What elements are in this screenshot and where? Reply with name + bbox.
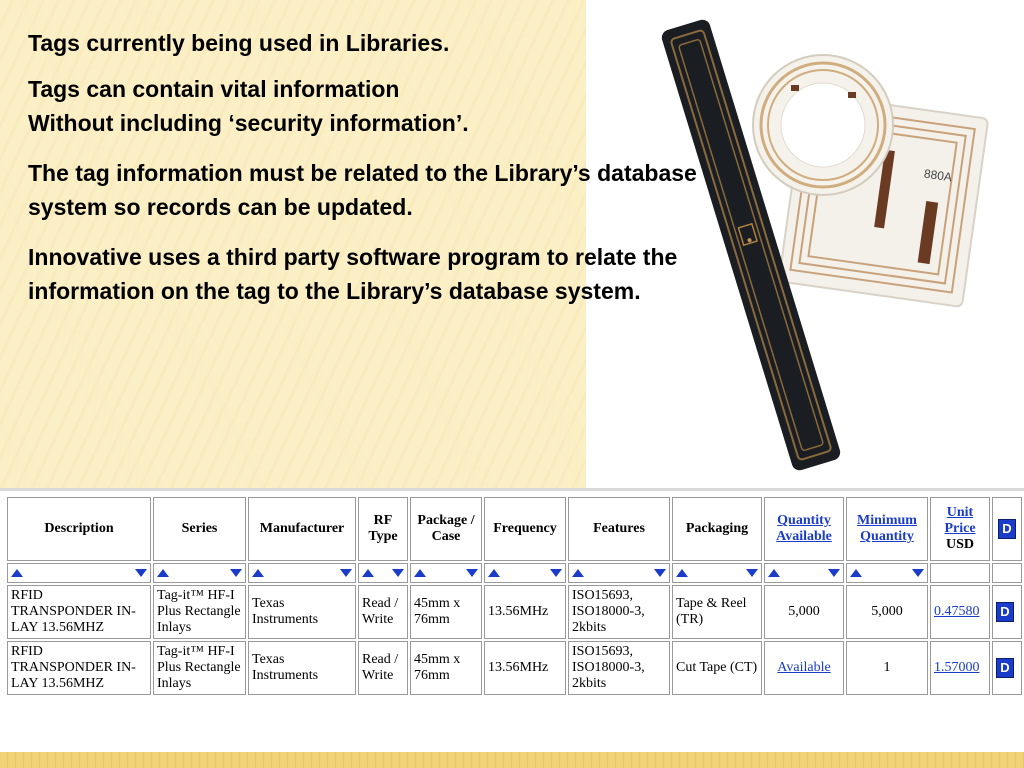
col-rf-type[interactable]: RF Type <box>358 497 408 561</box>
sort-desc-icon[interactable] <box>654 569 666 577</box>
sort-rf-type[interactable] <box>358 563 408 583</box>
table-row[interactable] <box>7 641 1022 695</box>
paragraph-tags-used: Tags currently being used in Libraries. <box>28 30 450 56</box>
cell-package: 45mm x 76mm <box>410 641 482 695</box>
minimum-quantity-link[interactable]: Minimum Quantity <box>857 513 917 544</box>
cell-description: RFID TRANSPONDER IN-LAY 13.56MHZ <box>7 585 151 639</box>
sort-quantity[interactable] <box>764 563 844 583</box>
col-unit-price[interactable] <box>930 497 990 561</box>
sort-asc-icon[interactable] <box>157 569 169 577</box>
sort-asc-icon[interactable] <box>252 569 264 577</box>
sort-asc-icon[interactable] <box>850 569 862 577</box>
sort-asc-icon[interactable] <box>488 569 500 577</box>
parts-table <box>5 495 1024 697</box>
datasheet-icon[interactable]: D <box>996 602 1014 622</box>
cell-packaging: Tape & Reel (TR) <box>672 585 762 639</box>
slide-footer-strip <box>0 752 1024 768</box>
round-tag <box>753 55 893 195</box>
quantity-available-link[interactable]: Quantity Available <box>776 513 832 544</box>
sort-desc-icon[interactable] <box>466 569 478 577</box>
col-description[interactable]: Description <box>7 497 151 561</box>
cell-features: ISO15693, ISO18000-3, 2kbits <box>568 641 670 695</box>
header-row <box>7 497 1022 561</box>
col-minimum-quantity[interactable] <box>846 497 928 561</box>
col-datasheet <box>992 497 1022 561</box>
sort-desc-icon[interactable] <box>746 569 758 577</box>
sort-desc-icon[interactable] <box>912 569 924 577</box>
cell-frequency: 13.56MHz <box>484 585 566 639</box>
price-link[interactable]: 0.47580 <box>934 604 980 619</box>
paragraph-vital-info: Tags can contain vital information <box>28 76 400 102</box>
cell-manufacturer: Texas Instruments <box>248 641 356 695</box>
col-package[interactable]: Package / Case <box>410 497 482 561</box>
unit-price-link[interactable]: Unit Price <box>944 505 976 536</box>
cell-features: ISO15693, ISO18000-3, 2kbits <box>568 585 670 639</box>
cell-series: Tag-it™ HF-I Plus Rectangle Inlays <box>153 641 246 695</box>
col-quantity-available[interactable] <box>764 497 844 561</box>
sort-asc-icon[interactable] <box>414 569 426 577</box>
sort-package[interactable] <box>410 563 482 583</box>
parts-table-panel <box>0 488 1024 755</box>
sort-minimum[interactable] <box>846 563 928 583</box>
datasheet-icon[interactable]: D <box>996 658 1014 678</box>
slide-text <box>28 26 728 324</box>
sort-datasheet-empty <box>992 563 1022 583</box>
tag-model-label: 880A <box>923 166 953 185</box>
cell-datasheet[interactable] <box>992 641 1022 695</box>
cell-package: 45mm x 76mm <box>410 585 482 639</box>
sort-desc-icon[interactable] <box>135 569 147 577</box>
cell-quantity[interactable] <box>764 641 844 695</box>
datasheet-icon: D <box>998 519 1016 539</box>
cell-quantity: 5,000 <box>764 585 844 639</box>
sort-features[interactable] <box>568 563 670 583</box>
cell-price[interactable] <box>930 641 990 695</box>
paragraph-security: Without including ‘security information’. <box>28 110 469 136</box>
sort-asc-icon[interactable] <box>362 569 374 577</box>
cell-rf-type: Read / Write <box>358 641 408 695</box>
table-row[interactable] <box>7 585 1022 639</box>
sort-frequency[interactable] <box>484 563 566 583</box>
sort-asc-icon[interactable] <box>11 569 23 577</box>
cell-datasheet[interactable] <box>992 585 1022 639</box>
cell-series: Tag-it™ HF-I Plus Rectangle Inlays <box>153 585 246 639</box>
cell-rf-type: Read / Write <box>358 585 408 639</box>
currency-label: USD <box>945 537 974 552</box>
col-manufacturer[interactable]: Manufacturer <box>248 497 356 561</box>
paragraph-innovative: Innovative uses a third party software program to relate the information on the tag to the Library’s database system. <box>28 244 678 304</box>
sort-packaging[interactable] <box>672 563 762 583</box>
sort-series[interactable] <box>153 563 246 583</box>
sort-description[interactable] <box>7 563 151 583</box>
sort-desc-icon[interactable] <box>230 569 242 577</box>
availability-link[interactable]: Available <box>777 660 831 675</box>
col-packaging[interactable]: Packaging <box>672 497 762 561</box>
col-series[interactable]: Series <box>153 497 246 561</box>
sort-desc-icon[interactable] <box>828 569 840 577</box>
col-features[interactable]: Features <box>568 497 670 561</box>
sort-asc-icon[interactable] <box>768 569 780 577</box>
cell-price[interactable] <box>930 585 990 639</box>
cell-packaging: Cut Tape (CT) <box>672 641 762 695</box>
price-link[interactable]: 1.57000 <box>934 660 980 675</box>
sort-desc-icon[interactable] <box>392 569 404 577</box>
cell-frequency: 13.56MHz <box>484 641 566 695</box>
paragraph-database: The tag information must be related to the Library’s database system so records can be updated. <box>28 160 697 220</box>
col-frequency[interactable]: Frequency <box>484 497 566 561</box>
sort-desc-icon[interactable] <box>550 569 562 577</box>
cell-minimum: 1 <box>846 641 928 695</box>
cell-manufacturer: Texas Instruments <box>248 585 356 639</box>
cell-minimum: 5,000 <box>846 585 928 639</box>
sort-asc-icon[interactable] <box>676 569 688 577</box>
sort-price-empty <box>930 563 990 583</box>
sort-row <box>7 563 1022 583</box>
sort-desc-icon[interactable] <box>340 569 352 577</box>
sort-asc-icon[interactable] <box>572 569 584 577</box>
sort-manufacturer[interactable] <box>248 563 356 583</box>
cell-description: RFID TRANSPONDER IN-LAY 13.56MHZ <box>7 641 151 695</box>
